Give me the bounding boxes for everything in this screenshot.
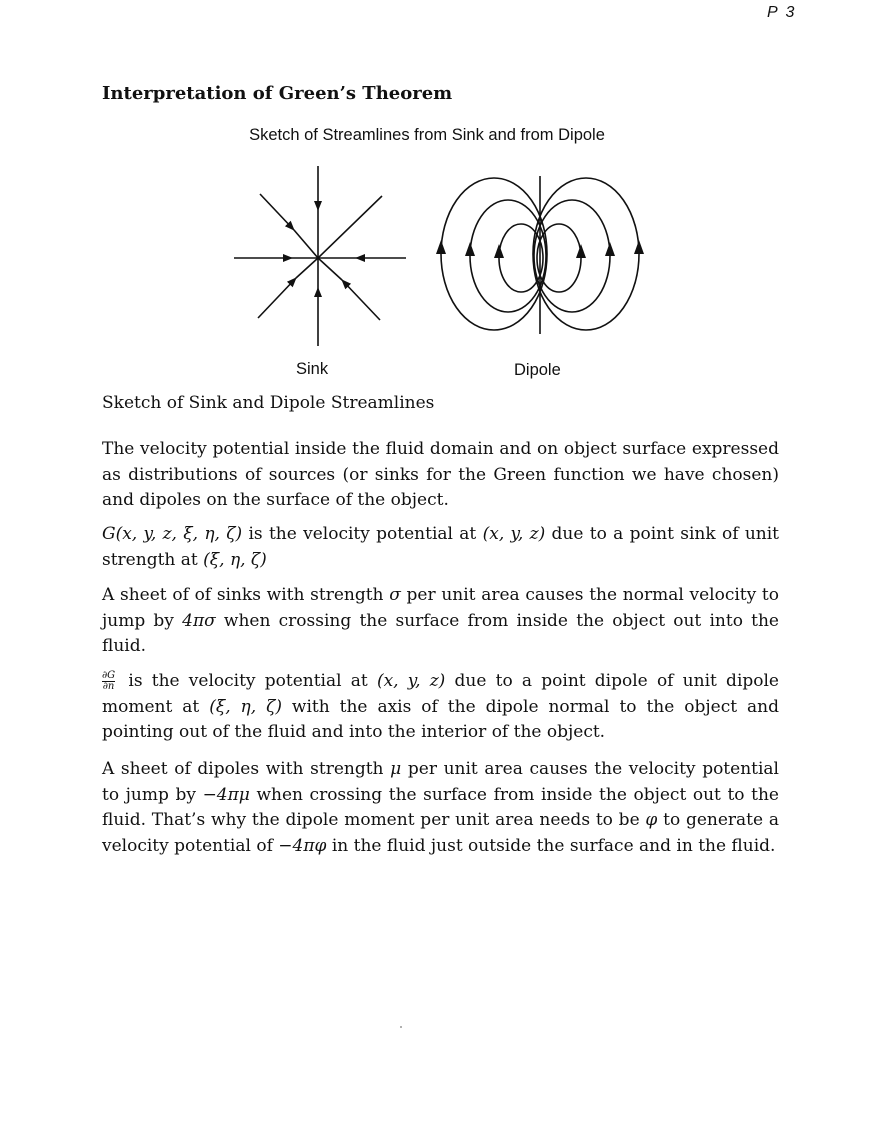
- point-xyz: (x, y, z): [482, 524, 546, 544]
- paragraph-4: [102, 669, 779, 746]
- paragraph-5: [102, 757, 779, 859]
- paragraph-5-text-d: to generate a velocity potential of: [102, 810, 779, 856]
- point-xi-eta-zeta: (ξ, η, ζ): [203, 549, 267, 570]
- paragraph-2: [102, 522, 779, 573]
- paragraph-2-text-b: due to a point sink of unit strength at: [102, 524, 779, 570]
- fraction-denominator: ∂n: [102, 681, 115, 692]
- paragraph-4-text-a: is the velocity potential at: [119, 671, 377, 691]
- point-xyz-2: (x, y, z): [376, 671, 446, 691]
- paragraph-3-text-a: A sheet of of sinks with strength: [102, 585, 390, 605]
- green-function-symbol: G(x, y, z, ξ, η, ζ): [102, 524, 243, 544]
- dg-dn-fraction: [102, 671, 115, 692]
- paragraph-4-text-c: with the axis of the dipole normal to the object and pointing out of the fluid and into the interior of the object.: [102, 696, 779, 742]
- sigma-symbol: σ: [389, 585, 401, 605]
- four-pi-sigma: 4πσ: [182, 610, 216, 631]
- scan-speck: [400, 1026, 402, 1028]
- page-number: P 3: [767, 4, 797, 21]
- paragraph-4-text-b: due to a point dipole of unit dipole moment at: [102, 671, 779, 717]
- page-title: Interpretation of Green’s Theorem: [102, 83, 453, 104]
- dipole-label: Dipole: [514, 361, 561, 379]
- sink-label: Sink: [296, 360, 329, 378]
- paragraph-2-text-a: is the velocity potential at: [242, 524, 483, 544]
- figure-title: Sketch of Streamlines from Sink and from Dipole: [249, 126, 605, 144]
- paragraph-5-text-b: per unit area causes the velocity potential to jump by: [102, 759, 779, 805]
- streamline-figure: [222, 158, 662, 358]
- paragraph-5-text-e: in the fluid just outside the surface and in the fluid.: [326, 835, 776, 856]
- sink-diagram: [234, 166, 406, 346]
- phi-symbol: φ: [645, 810, 658, 830]
- minus-four-pi-mu: −4πμ: [202, 784, 250, 805]
- paragraph-3-text-b: per unit area causes the normal velocity to jump by: [102, 585, 779, 631]
- mu-symbol: μ: [390, 759, 402, 779]
- minus-four-pi-phi: −4πφ: [278, 835, 327, 856]
- paragraph-5-text-a: A sheet of dipoles with strength: [102, 759, 391, 779]
- paragraph-5-text-c: when crossing the surface from inside the object out to the fluid. That’s why the dipole moment per unit area needs to be: [102, 784, 779, 830]
- paragraph-3: [102, 583, 779, 660]
- point-xi-eta-zeta-2: (ξ, η, ζ): [209, 696, 282, 717]
- paragraph-1: The velocity potential inside the fluid domain and on object surface expressed as distributions of sources (or sinks for the Green function we have chosen) and dipoles on the surface of the object.: [102, 439, 779, 510]
- figure-caption: Sketch of Sink and Dipole Streamlines: [102, 393, 435, 413]
- paragraph-3-text-c: when crossing the surface from inside the object out into the fluid.: [102, 610, 779, 656]
- fraction-numerator: ∂G: [102, 670, 116, 681]
